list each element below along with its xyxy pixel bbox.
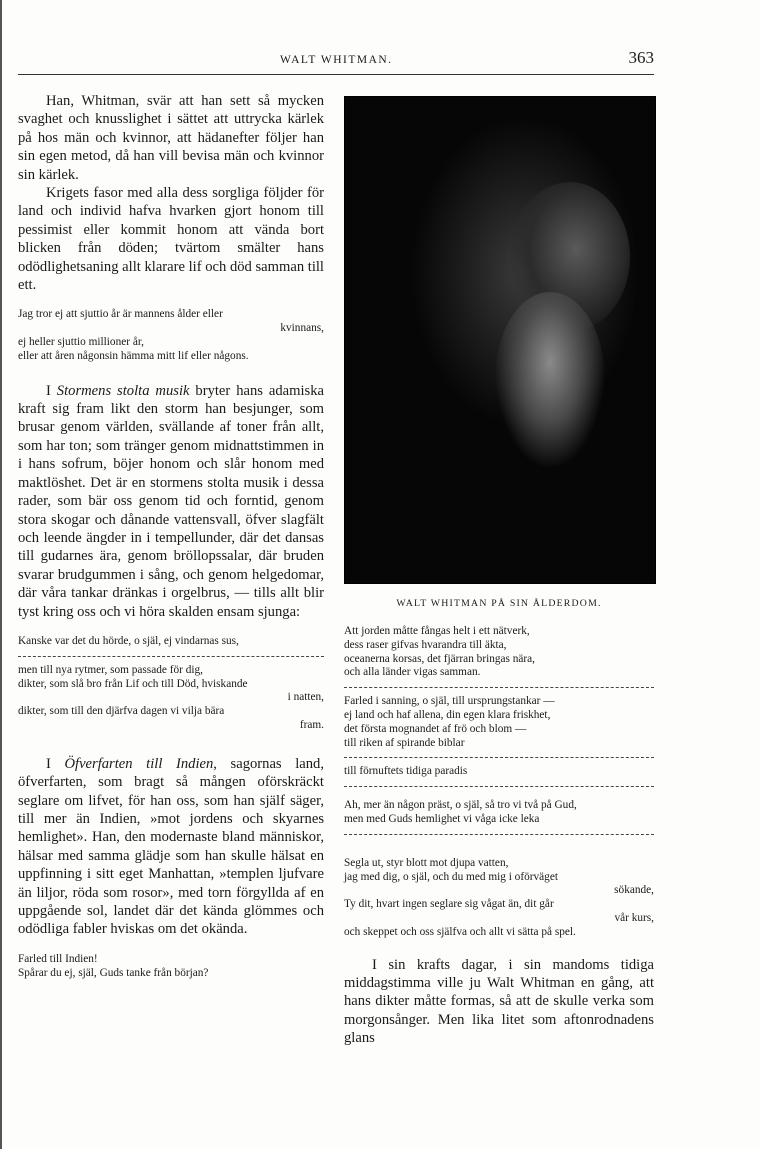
ellipsis-dashes [344,687,654,688]
verse-block-3 [18,953,324,981]
portrait-photo [344,96,656,584]
verse-line-continuation: kvinnans, [280,322,324,335]
verse-line: till riken af spirande biblar [344,736,465,749]
verse-line-continuation: i natten, [287,691,324,704]
verse-line: det första mognandet af frö och blom — [344,722,527,735]
work-title: Stormens stolta musik [56,382,190,399]
ellipsis-dashes [18,656,324,657]
verse-line: oceanerna korsas, det fjärran bringas nära, [344,652,536,665]
verse-line: och alla länder vigas samman. [344,666,481,679]
verse-line: dess raser gifvas hvarandra till äkta, [344,638,507,651]
work-title: Öfverfarten till Indien [64,755,214,772]
verse-line: dikter, som till den djärfva dagen vi vilja bära [18,705,225,718]
verse-line: Jag tror ej att sjuttio år är mannens ålder eller [18,308,223,321]
ellipsis-dashes [344,786,654,787]
verse-line: och skeppet och oss själfva och allt vi sätta på spel. [344,925,576,938]
text-run: bryter hans adamiska kraft sig fram likt den storm han besjunger, som brusar genom världen, svällande af toner från allt, som har ton; som tränger genom midnattstimmen in i hans sofrum, böjer honom och slår honom med maktlöshet. Det är en stormens stolta musik i dessa rader, som bär oss genom tid och forntid, genom stora skogar och dånande vattensvall, öfver slagfält och leende ängder in i tempellunder, där det dansas till gudarnes ära, genom bröllopssalar, där bruden svarar brudgummen i sång, och genom helgedomar, där våra tankar dränkas i orgelbrus, — tills allt blir tyst kring oss och vi höra skalden ensam sjunga: [18,382,324,620]
text-run: , sagornas land, öfverfarten, som bragt så mången oförskräckt seglare om lifvet, för han oss, som han själf säger, till mer än Indien, »mot jordens och skyarnes hemlighet». Han, den modernaste bland människor, hälsar med samma glädje som han skulle hälsat en uppfinning i sitt eget Manhattan, »templen ljufvare än liljor, röda som rosor», med torn förgyllda af en uppgående sol, landet där det kända glömmes och odödliga fabler hviskas om det okända. [18,755,324,938]
verse-line: men med Guds hemlighet vi våga icke leka [344,812,540,825]
left-column [18,92,324,980]
verse-line: Ah, mer än någon präst, o själ, så tro vi två på Gud, [344,799,577,812]
verse-line: ej heller sjuttio millioner år, [18,336,144,349]
verse-line: till förnuftets tidiga paradis [344,765,468,778]
text-run: I [46,382,57,399]
page-header [18,50,654,75]
paragraph-1: Han, Whitman, svär att han sett så mycken svaghet och knusslighet i sättet att uttrycka kärlek på hos män och kvinnor, att hädanefter följer han sin egen metod, då han vill bevisa män och kvinnor sin kärlek. [18,93,324,183]
ellipsis-dashes [344,834,654,835]
verse-line: dikter, som slå bro från Lif och till Död, hviskande [18,677,248,690]
verse-line: jag med dig, o själ, och du med mig i oförväget [344,870,558,883]
paragraph-5: I sin krafts dagar, i sin mandoms tidiga middagstimma ville ju Walt Whitman en gång, att hans dikter måtte formas, så att de skulle verka som morgonsånger. Men lika litet som aftonrodnadens glans [344,956,654,1047]
verse-line-continuation: sökande, [614,884,654,897]
verse-line: Att jorden måtte fångas helt i ett nätverk, [344,625,530,637]
verse-block-2 [18,635,324,733]
verse-line-continuation: fram. [299,718,324,731]
verse-block-1 [18,308,324,363]
verse-line: Spårar du ej, själ, Guds tanke från början? [18,966,209,979]
portrait-beard [495,292,605,467]
verse-line: Ty dit, hvart ingen seglare sig vågat än, dit går [344,898,554,911]
verse-line: Kanske var det du hörde, o själ, ej vindarnas sus, [18,634,239,647]
page-number: 363 [628,48,654,67]
right-column [344,96,654,1048]
running-head: WALT WHITMAN. [280,54,393,66]
paragraph-2: Krigets fasor med alla dess sorgliga följder för land och individ hafva hvarken gjort honom till pessimist eller kommit honom att vända bort blicken från döden; tvärtom smälter hans odödlighetsaning allt klarare lif och död samman till ett. [18,185,324,294]
paragraph-4 [18,755,324,939]
paragraph-3 [18,382,324,621]
verse-line-continuation: vår kurs, [614,911,654,924]
verse-line: men till nya rytmer, som passade för dig, [18,663,203,676]
verse-line: ej land och haf allena, din egen klara friskhet, [344,708,551,721]
verse-line: Farled i sanning, o själ, till ursprungstankar — [344,695,555,708]
verse-block-4 [344,625,654,940]
text-run: I [46,755,65,772]
verse-line: eller att åren någonsin hämma mitt lif eller någons. [18,349,249,362]
page-edge [0,0,2,1149]
verse-line: Segla ut, styr blott mot djupa vatten, [344,856,509,869]
ellipsis-dashes [344,757,654,758]
portrait-caption: WALT WHITMAN PÅ SIN ÅLDERDOM. [396,598,602,609]
verse-line: Farled till Indien! [18,952,98,965]
